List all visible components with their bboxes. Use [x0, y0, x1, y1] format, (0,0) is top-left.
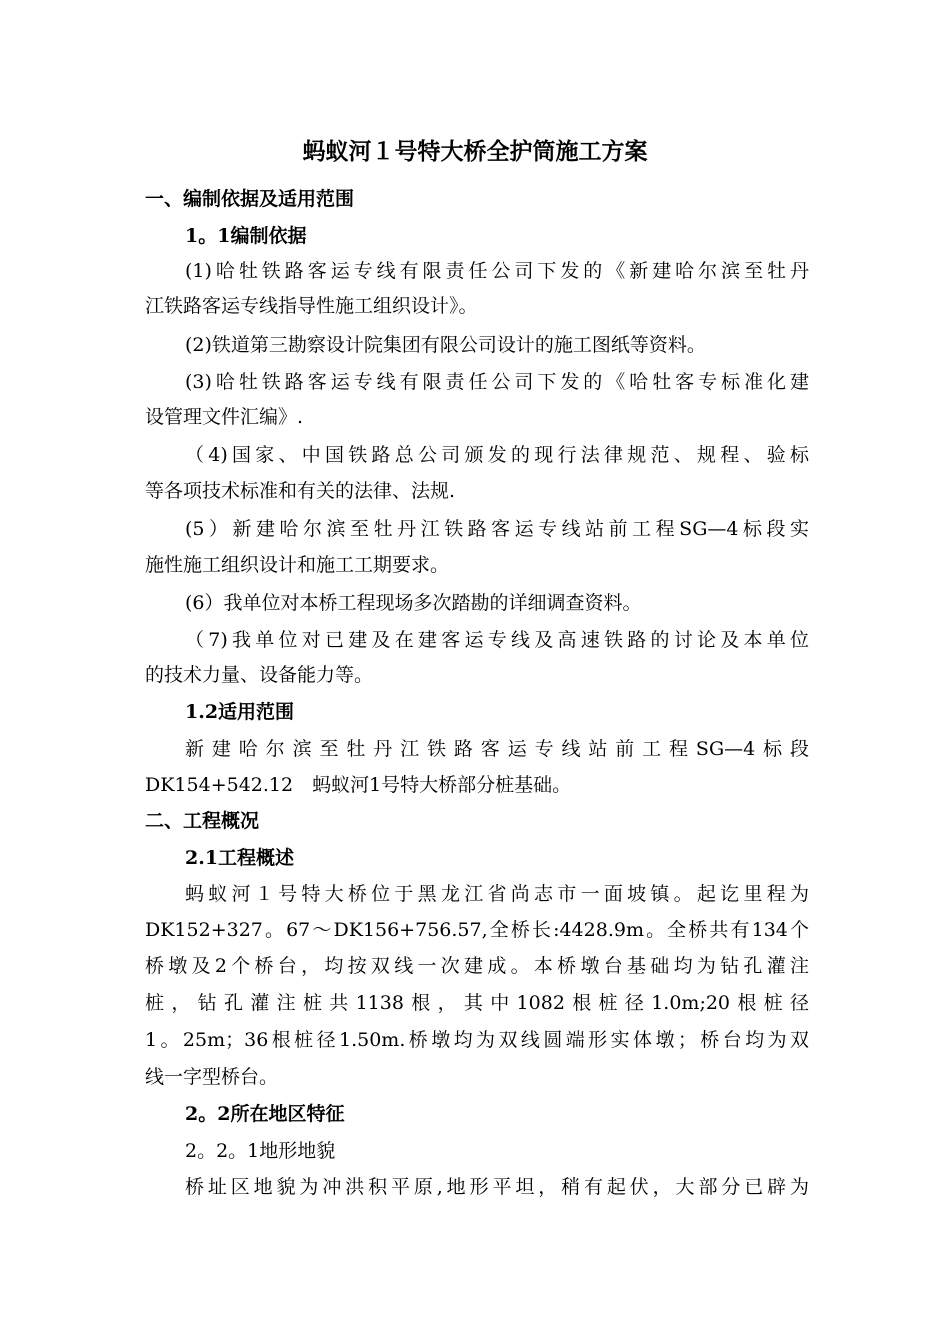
subsection-2-1-heading: 2.1工程概述 — [185, 847, 295, 869]
scope-line-1: 新建哈尔滨至牡丹江铁路客运专线站前工程SG—4标段 — [185, 738, 809, 760]
section-1-heading: 一、编制依据及适用范围 — [145, 188, 355, 210]
subsection-1-2-heading: 1.2适用范围 — [185, 701, 295, 723]
overview-line-3: 桥墩及2个桥台，均按双线一次建成。本桥墩台基础均为钻孔灌注 — [145, 955, 809, 977]
basis-item-1-line-1: (1)哈牡铁路客运专线有限责任公司下发的《新建哈尔滨至牡丹 — [185, 260, 809, 282]
basis-item-3-line-2: 设管理文件汇编》. — [145, 406, 304, 428]
section-2-heading: 二、工程概况 — [145, 810, 260, 832]
overview-line-2: DK152+327。67～DK156+756.57,全桥长:4428.9m。全桥共有134个 — [145, 919, 809, 941]
subsection-2-2-heading: 2。2所在地区特征 — [185, 1103, 345, 1125]
overview-line-5: 1。25m；36根桩径1.50m.桥墩均为双线圆端形实体墩；桥台均为双 — [145, 1029, 809, 1051]
overview-line-1: 蚂蚁河１号特大桥位于黑龙江省尚志市一面坡镇。起讫里程为 — [185, 883, 809, 905]
overview-line-4: 桩，钻孔灌注桩共1138根，其中1082根桩径1.0m;20根桩径 — [145, 992, 809, 1014]
overview-line-6: 线一字型桥台。 — [145, 1066, 279, 1088]
subsection-2-2-1-heading: 2。2。1地形地貌 — [185, 1140, 336, 1162]
basis-item-6-line-1: (6）我单位对本桥工程现场多次踏勘的详细调查资料。 — [185, 592, 642, 614]
basis-item-4-line-2: 等各项技术标准和有关的法律、法规. — [145, 480, 456, 502]
basis-item-7-line-2: 的技术力量、设备能力等。 — [145, 664, 374, 686]
scope-line-2: DK154+542.12 蚂蚁河1号特大桥部分桩基础。 — [145, 774, 572, 796]
basis-item-7-line-1: （7)我单位对已建及在建客运专线及高速铁路的讨论及本单位 — [185, 629, 809, 651]
terrain-line-1: 桥址区地貌为冲洪积平原,地形平坦，稍有起伏，大部分已辟为 — [185, 1176, 809, 1198]
basis-item-1-line-2: 江铁路客运专线指导性施工组织设计》。 — [145, 295, 478, 317]
basis-item-4-line-1: （4)国家、中国铁路总公司颁发的现行法律规范、规程、验标 — [185, 444, 809, 466]
basis-item-5-line-1: (5）新建哈尔滨至牡丹江铁路客运专线站前工程SG—4标段实 — [185, 518, 809, 540]
basis-item-3-line-1: (3)哈牡铁路客运专线有限责任公司下发的《哈牡客专标准化建 — [185, 371, 809, 393]
basis-item-2-line-1: (2)铁道第三勘察设计院集团有限公司设计的施工图纸等资料。 — [185, 334, 706, 356]
basis-item-5-line-2: 施性施工组织设计和施工工期要求。 — [145, 554, 450, 576]
document-title: 蚂蚁河１号特大桥全护筒施工方案 — [302, 138, 648, 165]
subsection-1-1-heading: 1。1编制依据 — [185, 225, 307, 247]
